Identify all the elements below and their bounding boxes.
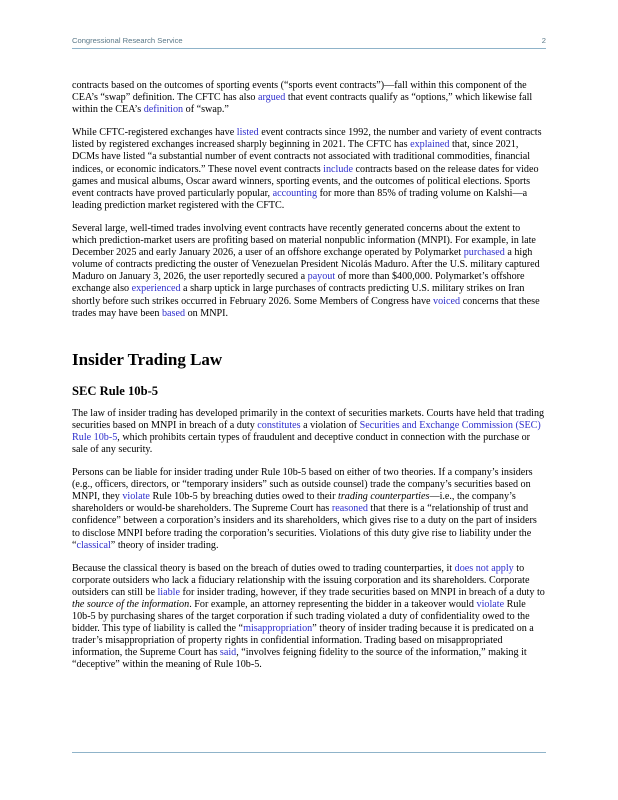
text-run: that, since 2021, DCMs have listed “a substantial number of event contracts not associated with traditional commodities, financial indices, or economic indicators.” These novel event contracts <box>72 139 531 175</box>
text-link[interactable]: said <box>219 647 237 659</box>
text-run: a high volume of contracts predicting the ouster of Venezuelan President Nicolás Maduro. After the U.S. military captured Maduro on January 3, 2026, the user reportedly secured a <box>72 247 540 283</box>
paragraph <box>72 80 546 116</box>
text-run: for insider trading, however, if they trade securities based on MNPI in breach of a duty to <box>179 586 545 598</box>
text-link[interactable]: classical <box>76 539 111 551</box>
text-link[interactable]: violate <box>476 599 505 610</box>
text-link[interactable]: listed <box>236 127 259 139</box>
text-link[interactable]: accounting <box>272 187 318 199</box>
text-run: Because the classical theory is based on the breach of duties owed to trading counterparties, it <box>72 562 455 574</box>
text-run: on MNPI. <box>185 307 229 319</box>
page-header <box>72 36 546 49</box>
text-link[interactable]: payout <box>307 271 336 283</box>
paragraph <box>72 408 546 456</box>
paragraph <box>72 563 546 672</box>
text-link[interactable]: purchased <box>463 247 505 259</box>
text-run: event contracts since 1992, the number and variety of event contracts listed by registered exchanges increased sharply beginning in 2021. The CFTC has <box>72 127 542 151</box>
header-organization: Congressional Research Service <box>72 36 183 45</box>
text-run: to corporate outsiders who lack a fiduciary relationship with the issuing corporation and its shareholders. Corporate outsiders can still be <box>72 562 530 598</box>
italic-text: trading counterparties <box>338 491 430 503</box>
text-link[interactable]: argued <box>257 92 286 104</box>
footer-divider <box>72 752 546 753</box>
paragraph <box>72 127 546 212</box>
text-link[interactable]: explained <box>410 139 450 151</box>
text-run: , which prohibits certain types of fraudulent and deceptive conduct in connection with the purchase or sale of any security. <box>72 431 531 455</box>
text-run: ” theory of insider trading. <box>110 539 219 551</box>
paragraph <box>72 467 546 552</box>
text-link[interactable]: Securities and Exchange Commission (SEC) Rule 10b-5 <box>72 419 541 443</box>
text-run: Rule 10b-5 by breaching duties owed to their <box>149 491 339 503</box>
text-link[interactable]: definition <box>143 104 184 116</box>
text-link[interactable]: experienced <box>131 283 181 295</box>
text-run: of “swap.” <box>183 104 229 116</box>
text-run: that there is a “relationship of trust and confidence” between a corporation’s insiders and its shareholders, which gives rise to a duty on the part of insiders to disclose MNPI before trading the corporation’s securities. Violations of this duty give rise to liability under the “ <box>72 503 537 551</box>
text-run: , “involves feigning fidelity to the source of the information,” making it “deceptive” within the meaning of Rule 10b-5. <box>72 647 527 671</box>
text-run: —i.e., the company’s shareholders or would-be shareholders. The Supreme Court has <box>72 491 516 515</box>
text-link[interactable]: reasoned <box>331 503 368 515</box>
text-run: While CFTC-registered exchanges have <box>72 127 237 139</box>
text-link[interactable]: does not apply <box>454 562 514 574</box>
text-link[interactable]: violate <box>122 491 150 503</box>
text-run: ” theory of insider trading because it is predicated on a trader’s misappropriation of property rights in confidential information. Trading based on misappropriated information, the Supreme Court has <box>72 623 534 659</box>
paragraph <box>72 223 546 320</box>
text-run: a violation of <box>300 419 360 431</box>
text-link[interactable]: liable <box>157 586 180 598</box>
text-link[interactable]: misappropriation <box>243 623 313 635</box>
text-run: Several large, well-timed trades involving event contracts have recently generated concerns about the extent to which prediction-market users are profiting based on material nonpublic information (MNPI). For example, in late December 2025 and early January 2026, a user of an offshore exchange operated by Polymarket <box>72 222 536 259</box>
text-run: The law of insider trading has developed primarily in the context of securities markets. Courts have held that trading securities based on MNPI in breach of a duty <box>72 407 545 431</box>
text-run: a sharp uptick in large purchases of contracts predicting U.S. military strikes on Iran shortly before such strikes occurred in February 2026. Some Members of Congress have <box>72 283 525 307</box>
header-page-number: 2 <box>541 36 546 45</box>
text-run: concerns that these trades may have been <box>72 295 540 319</box>
italic-text: the source of the information <box>72 599 190 610</box>
text-run: . For example, an attorney representing the bidder in a takeover would <box>189 599 477 610</box>
text-run: Rule 10b-5 by purchasing shares of the target corporation if such trading violated a duty of confidentiality owed to the bidder. This type of liability is called the “ <box>72 599 530 635</box>
text-run: for more than 85% of trading volume on Kalshi—a leading prediction market registered with the CFTC. <box>72 187 528 211</box>
text-run: contracts based on the release dates for video games and musical albums, Oscar award winners, sporting events, and the outcomes of political elections. Sports event contracts have proved particularly popular, <box>72 163 539 199</box>
text-link[interactable]: constitutes <box>257 419 301 431</box>
text-link[interactable]: based <box>161 307 186 319</box>
document-content <box>72 80 546 683</box>
text-run: that event contracts qualify as “options,” which likewise fall within the CEA’s <box>72 92 533 116</box>
subsection-heading: SEC Rule 10b-5 <box>72 383 159 398</box>
text-link[interactable]: voiced <box>433 295 461 307</box>
text-run: Persons can be liable for insider trading under Rule 10b-5 based on either of two theories. If a company’s insiders (e.g., officers, directors, or “temporary insiders” such as outside counsel) trade the company’s securities based on MNPI, they <box>72 467 533 503</box>
text-link[interactable]: include <box>323 163 353 175</box>
text-run: of more than $400,000. Polymarket’s offshore exchange also <box>72 271 525 295</box>
section-heading: Insider Trading Law <box>72 349 223 369</box>
text-run: contracts based on the outcomes of sporting events (“sports event contracts”)—fall within this component of the CEA’s “swap” definition. The CFTC has also <box>72 80 527 104</box>
